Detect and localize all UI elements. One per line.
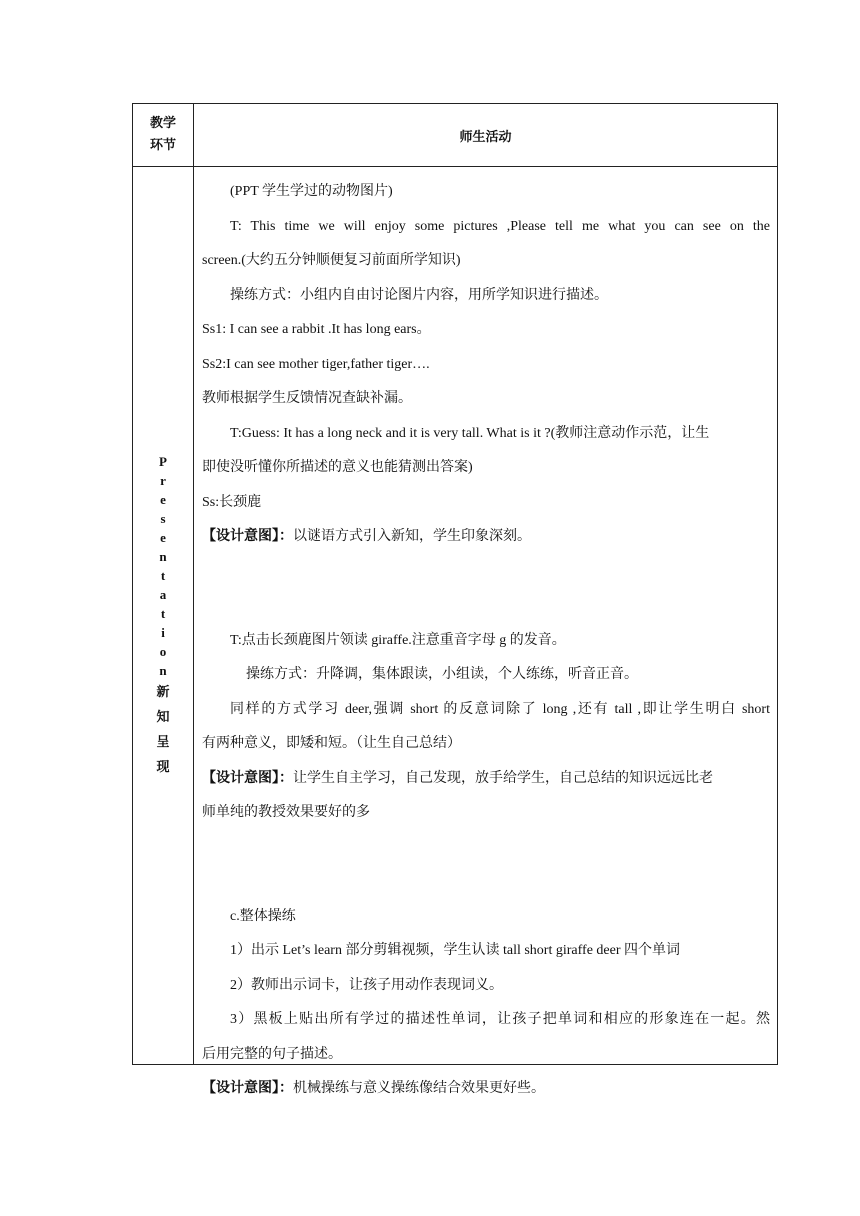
text-line: screen.(大约五分钟顺便复习前面所学知识) [202, 253, 461, 268]
stage-letter: n [159, 662, 167, 678]
text-line: T:Guess: It has a long neck and it is very tall. What is it ?(教师注意动作示范，让生 [230, 425, 710, 441]
stage-letter: a [159, 586, 167, 602]
text-line: 有两种意义，即矮和短。（让生自己总结） [202, 736, 461, 751]
text-line: T: This time we will enjoy some pictures ,Please tell me what you can see on the [230, 218, 770, 234]
design-intent-label: 【设计意图】： [202, 529, 293, 544]
stage-letter: t [160, 605, 166, 621]
stage-letter: n [159, 548, 167, 564]
stage-letter: e [160, 491, 166, 507]
stage-cn-char: 呈 [156, 734, 170, 750]
text-line: 3）黑板上贴出所有学过的描述性单词，让孩子把单词和相应的形象连在一起。然 [230, 1012, 770, 1027]
text-line: 同样的方式学习 deer,强调 short 的反意词除了 long ,还有 tall ,即让学生明白 short [230, 701, 770, 717]
design-intent-line [202, 1072, 770, 1107]
text-line: 教师根据学生反馈情况查缺补漏。 [202, 391, 412, 406]
design-intent-line [202, 520, 770, 555]
design-intent-text: 让学生自主学习，自己发现，放手给学生，自己总结的知识远远比老 [293, 770, 713, 786]
text-line: 操练方式：升降调，集体跟读，小组读，个人练练，听音正音。 [246, 667, 638, 682]
spacer [202, 831, 770, 900]
text-line: Ss:长颈鹿 [202, 494, 262, 510]
activity-content [194, 167, 777, 1096]
text-line: Ss1: I can see a rabbit .It has long ears。 [202, 322, 431, 337]
text-line: 2）教师出示词卡，让孩子用动作表现词义。 [230, 977, 503, 993]
design-intent-text: 以谜语方式引入新知，学生印象深刻。 [293, 529, 531, 544]
header-row [133, 104, 778, 167]
stage-cn-char: 现 [156, 759, 170, 775]
header-stage-cell [133, 104, 194, 167]
design-intent-line [202, 762, 770, 797]
text-line: 师单纯的教授效果要好的多 [202, 805, 370, 820]
stage-cn-char: 知 [156, 709, 170, 725]
stage-label-cell [133, 167, 194, 1065]
text-line: 1）出示 Let’s learn 部分剪辑视频，学生认读 tall short giraffe deer 四个单词 [230, 943, 680, 958]
stage-letter: r [160, 472, 166, 488]
presentation-row [133, 167, 778, 1065]
text-line: c.整体操练 [230, 908, 296, 924]
stage-letter: s [160, 510, 166, 526]
stage-letter: t [160, 567, 166, 583]
design-intent-text: 机械操练与意义操练像结合效果更好些。 [293, 1081, 545, 1096]
stage-label [133, 452, 193, 780]
text-line: 后用完整的句子描述。 [202, 1046, 342, 1062]
stage-letter: P [159, 453, 167, 469]
header-stage-line1: 教学 [149, 116, 176, 131]
header-activity-cell: 师生活动 [194, 104, 778, 167]
text-line: Ss2:I can see mother tiger,father tiger…. [202, 356, 430, 372]
stage-letter: i [161, 624, 165, 640]
activity-content-cell [194, 167, 778, 1096]
text-line: 操练方式：小组内自由讨论图片内容，用所学知识进行描述。 [230, 287, 608, 303]
design-intent-label: 【设计意图】： [202, 1081, 293, 1096]
stage-letter: o [159, 643, 167, 659]
text-line: 即使没听懂你所描述的意义也能猜测出答案) [202, 460, 473, 475]
text-line: T:点击长颈鹿图片领读 giraffe.注意重音字母 g 的发音。 [230, 632, 566, 648]
text-line: (PPT 学生学过的动物图片) [230, 184, 393, 199]
header-stage-line2: 环节 [149, 138, 176, 153]
spacer [202, 555, 770, 624]
lesson-plan-table [132, 103, 778, 1096]
stage-cn-char: 新 [156, 684, 170, 700]
stage-letter: e [160, 529, 166, 545]
design-intent-label: 【设计意图】： [202, 770, 293, 786]
